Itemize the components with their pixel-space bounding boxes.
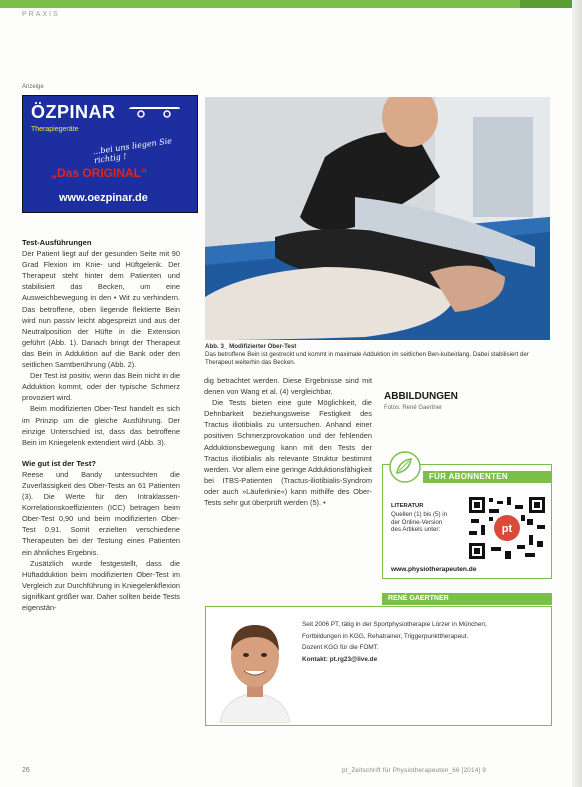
abbildungen-credit: Fotos: René Gaertner [384, 405, 443, 411]
ad-original: „Das ORIGINAL“ [51, 166, 148, 180]
paragraph: Zusätzlich wurde festgestellt, dass die Hüftadduktion beim modifizierten Ober-Test im Vergleich zur Durchführung in Kniegelenkflexion signifikant größer war. Daher sollten beide Tests eigenstän- [22, 558, 180, 612]
journal-footer: pt_Zeitschrift für Physiotherapeuten_66 [2014] 9 [342, 767, 487, 774]
caption-text: Das betroffene Bein ist gestreckt und kommt in maximale Adduktion im seitlichen Ben-kubeirlang. Dabei stabilisiert der Therapeut weiterhin das Becken. [205, 351, 529, 366]
paragraph: Der Patient liegt auf der gesunden Seite mit 90 Grad Flexion im Knie- und Hüftgelenk. Der Therapeut steht hinter dem Patienten und stabilisiert das Becken, um eine Ausweichbewegung in den • Wit zu verhindern. Das betroffene, oben liegende flektierte Bein wird nun passiv leicht abgespreizt und aus der Neutralposition der Hüfte in die Extension geführt (Abb. 1). Danach bringt der Therapeut das Bein in Adduktion auf die Bank oder den seitlichen Samtberührung (Abb. 2). [22, 249, 180, 370]
top-accent-bar [0, 0, 582, 8]
paragraph: dig betrachtet werden. Diese Ergebnisse sind mit denen von Wang et al. (4) vergleichbar. [204, 376, 372, 397]
ad-label: Anzeige [22, 84, 44, 90]
author-contact[interactable]: Kontakt: pt.rg23@live.de [302, 655, 378, 663]
abonnenten-box [382, 464, 552, 579]
leaf-logo-icon [389, 451, 421, 483]
author-bio [302, 619, 552, 665]
paragraph: Die Tests bieten eine gute Möglichkeit, die Dehnbarkeit beziehungsweise Festigkeit des Tractus iliotibialis zu untersuchen. Anhand einer positiven Schmerzprovokation und der fehlenden Adduktionsbewegung kann mit den Tests der Tractus iliotibialis als relevante Struktur bestimmt werden. Vor allem eine geringe Adduktionsfähigkeit bei ITBS-Patienten (Tractus-iliotibialis-Syndrom oder auch »Läuferknie«) kann mithilfe des Ober-Tests sehr gut überprüft werden (5). • [204, 398, 372, 508]
figure-caption [205, 343, 550, 367]
qr-badge-text: pt [501, 523, 513, 535]
author-name-header: RENÉ GAERTNER [382, 593, 552, 605]
advertisement[interactable] [22, 95, 198, 213]
ad-url-link[interactable]: www.oezpinar.de [59, 192, 148, 204]
section-label: PRAXIS [22, 11, 60, 18]
page-edge-shadow [572, 0, 582, 787]
article-column-2 [204, 375, 372, 508]
ad-subtitle: Therapiegeräte [31, 126, 79, 133]
ad-brand: ÖZPINAR [31, 102, 116, 122]
literatur-label: LITERATUR [391, 503, 424, 509]
literatur-text: Quellen (1) bis (5) in der Online-Version des Artikels unter: [391, 511, 448, 533]
heading-test-ausfuehrungen: Test-Ausführungen [22, 238, 92, 247]
caption-label: Abb. 3_ Modifizierter Ober-Test [205, 343, 297, 350]
author-bio-line: Fortbildungen in KGG, Rehatrainer, Triggerpunkttherapeut. [302, 632, 469, 640]
ad-slogan: ...bei uns liegen Sie richtig ! [92, 136, 173, 166]
author-portrait [210, 611, 300, 723]
author-bio-line: Seit 2006 PT, tätig in der Sportphysiotherapie Lörzer in München; [302, 621, 487, 628]
physiotherapeuten-link[interactable]: www.physiotherapeuten.de [391, 566, 477, 573]
page-number: 26 [22, 767, 30, 774]
paragraph: Beim modifizierten Ober-Test handelt es sich im Prinzip um die gleiche Ausführung. Der einzige Unterschied ist, dass das betroffene Bein im Kniegelenk extendiert wird (Abb. 3). [22, 404, 180, 447]
author-bio-line: Dozent KGG für die FOMT. [302, 644, 379, 651]
skateboard-logo-icon [127, 105, 181, 119]
paragraph: Der Test ist positiv, wenn das Bein nicht in die Adduktion kommt, oder der typische Schmerz provoziert wird. [22, 371, 180, 403]
author-box [205, 606, 552, 726]
heading-wie-gut: Wie gut ist der Test? [22, 458, 97, 468]
article-column-1 [22, 237, 180, 613]
abbildungen-title: ABBILDUNGEN [384, 391, 458, 402]
abonnenten-header: FÜR ABONNENTEN [423, 471, 551, 483]
qr-code-icon[interactable] [467, 495, 547, 561]
paragraph: Reese und Bandy untersuchten die Zuverlässigkeit des Ober-Tests an 61 Patienten (3). Die Werte für den Intraklassen-Korrelationskoeffizienten (ICC) betragen beim Ober-Test 0,90 und beim modifizierten Ober-Test 0,91. Somit erzielten verschiedene Therapeuten bei der Testung eines Patienten ein ähnliches Ergebnis. [22, 469, 180, 557]
therapy-photo [205, 97, 550, 340]
